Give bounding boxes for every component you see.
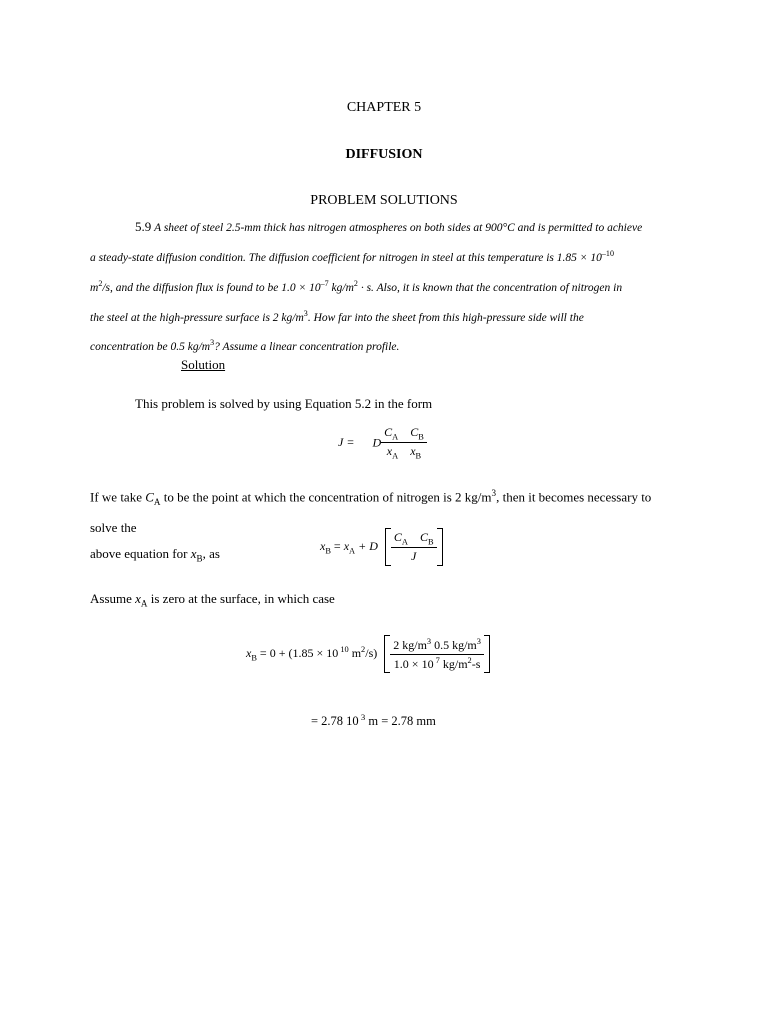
right-bracket [484, 635, 490, 673]
var-x: x [386, 444, 393, 459]
plus-d: + D [355, 538, 378, 553]
var-x: x [246, 646, 252, 661]
text: kg/m [439, 656, 468, 671]
eq-lhs [320, 538, 378, 556]
subscript: A [349, 546, 356, 556]
solution-heading: Solution [181, 357, 226, 372]
problem-line-1 [90, 214, 678, 241]
exponent: –10 [601, 249, 614, 258]
text: If we take [90, 489, 146, 505]
text: Assume [90, 591, 136, 606]
text: /s) [365, 646, 378, 661]
section-subtitle: PROBLEM SOLUTIONS [310, 193, 458, 208]
subscript: A [392, 451, 399, 461]
problem-text: concentration be 0.5 kg/m [90, 341, 211, 354]
text: is zero at the surface, in which case [147, 591, 335, 606]
text: m = 2.78 mm [365, 714, 436, 729]
subscript: A [140, 598, 148, 609]
subscript: A [392, 432, 399, 442]
equation-solve-xb [320, 528, 443, 566]
equation-fick-first-law [338, 425, 427, 461]
var-x: x [410, 444, 416, 459]
exponent: 2 [361, 645, 366, 655]
subscript: A [401, 537, 408, 547]
var-c: C [410, 425, 419, 439]
text: m [348, 646, 362, 661]
problem-line-5 [90, 330, 678, 360]
problem-text: /s, and the diffusion flux is found to be 1.0 × 10 [102, 281, 321, 294]
exponent: 3 [426, 636, 432, 646]
eq-numerator [391, 530, 437, 548]
var-c: C [145, 489, 154, 505]
right-bracket [437, 528, 443, 566]
eq-denominator [390, 655, 484, 672]
chapter-heading: CHAPTER 5 [346, 100, 422, 115]
text: , then it becomes necessary to solve the [90, 489, 652, 535]
problem-text: a steady-state diffusion condition. The diffusion coefficient for nitrogen in steel at this temperature is 1.85 × 10 [90, 251, 602, 264]
problem-number: 5.9 [135, 219, 152, 234]
problem-line-3 [90, 271, 678, 301]
problem-text: . How far into the sheet from this high-pressure side will the [307, 311, 584, 324]
problem-text: m [90, 281, 99, 294]
var-x: x [190, 545, 197, 561]
text: -s [471, 656, 481, 671]
equation-result [311, 712, 436, 729]
equals-sign: = [330, 538, 344, 553]
var-x: x [135, 591, 141, 606]
subscript: B [325, 546, 331, 556]
solution-paragraph [90, 586, 335, 617]
eq-denominator: J [411, 549, 417, 564]
var-x: x [320, 538, 326, 553]
text: 0.5 kg/m [431, 637, 477, 652]
text: 1.0 × 10 [393, 656, 434, 671]
var-c: C [384, 425, 393, 439]
equation-numeric [246, 635, 490, 673]
text: 2 kg/m [393, 637, 427, 652]
exponent: 2 [98, 278, 103, 288]
eq-coefficient: D [372, 435, 382, 450]
text: = 0 + (1.85 × 10 [256, 646, 339, 661]
subscript: B [251, 653, 257, 663]
subscript: A [153, 496, 161, 507]
var-c: C [393, 529, 402, 544]
exponent: –7 [320, 278, 329, 288]
eq-lhs: J = [338, 435, 355, 450]
text: = 2.78 10 [311, 714, 359, 729]
exponent: 3 [358, 712, 366, 722]
eq-lhs [246, 645, 378, 663]
exponent: 3 [491, 488, 497, 498]
exponent: 2 [467, 655, 472, 665]
problem-line-2 [90, 241, 678, 271]
problem-text: kg/m [328, 281, 354, 294]
subscript: B [418, 432, 424, 442]
exponent: 3 [210, 338, 215, 348]
text: above equation for [90, 545, 191, 561]
eq-denominator [381, 443, 427, 460]
subscript: B [427, 537, 434, 547]
section-title: DIFFUSION [345, 147, 423, 162]
subscript: B [415, 451, 422, 461]
problem-text: · s. Also, it is known that the concentration of nitrogen in [357, 281, 623, 294]
problem-statement [90, 214, 678, 360]
problem-text: ? Assume a linear concentration profile. [214, 341, 400, 354]
var-x: x [343, 538, 350, 553]
text: , as [202, 545, 220, 561]
exponent: 10 [338, 645, 349, 655]
var-c: C [419, 529, 428, 544]
exponent: 7 [433, 655, 440, 665]
exponent: 2 [353, 278, 358, 288]
text: to be the point at which the concentration of nitrogen is 2 kg/m [160, 489, 492, 505]
eq-numerator [390, 637, 484, 655]
eq-fraction [391, 530, 437, 564]
solution-intro: This problem is solved by using Equation 5.2 in the form [135, 396, 433, 411]
exponent: 3 [303, 308, 308, 318]
problem-text: the steel at the high-pressure surface is 2 kg/m [90, 311, 304, 324]
problem-text: A sheet of steel 2.5-mm thick has nitrogen atmospheres on both sides at 900°C and is permitted to achieve [154, 222, 643, 234]
eq-fraction [381, 425, 427, 461]
eq-numerator [381, 425, 427, 443]
problem-line-4 [90, 301, 678, 331]
eq-fraction [390, 637, 484, 672]
exponent: 3 [476, 636, 481, 646]
subscript: B [196, 553, 203, 564]
